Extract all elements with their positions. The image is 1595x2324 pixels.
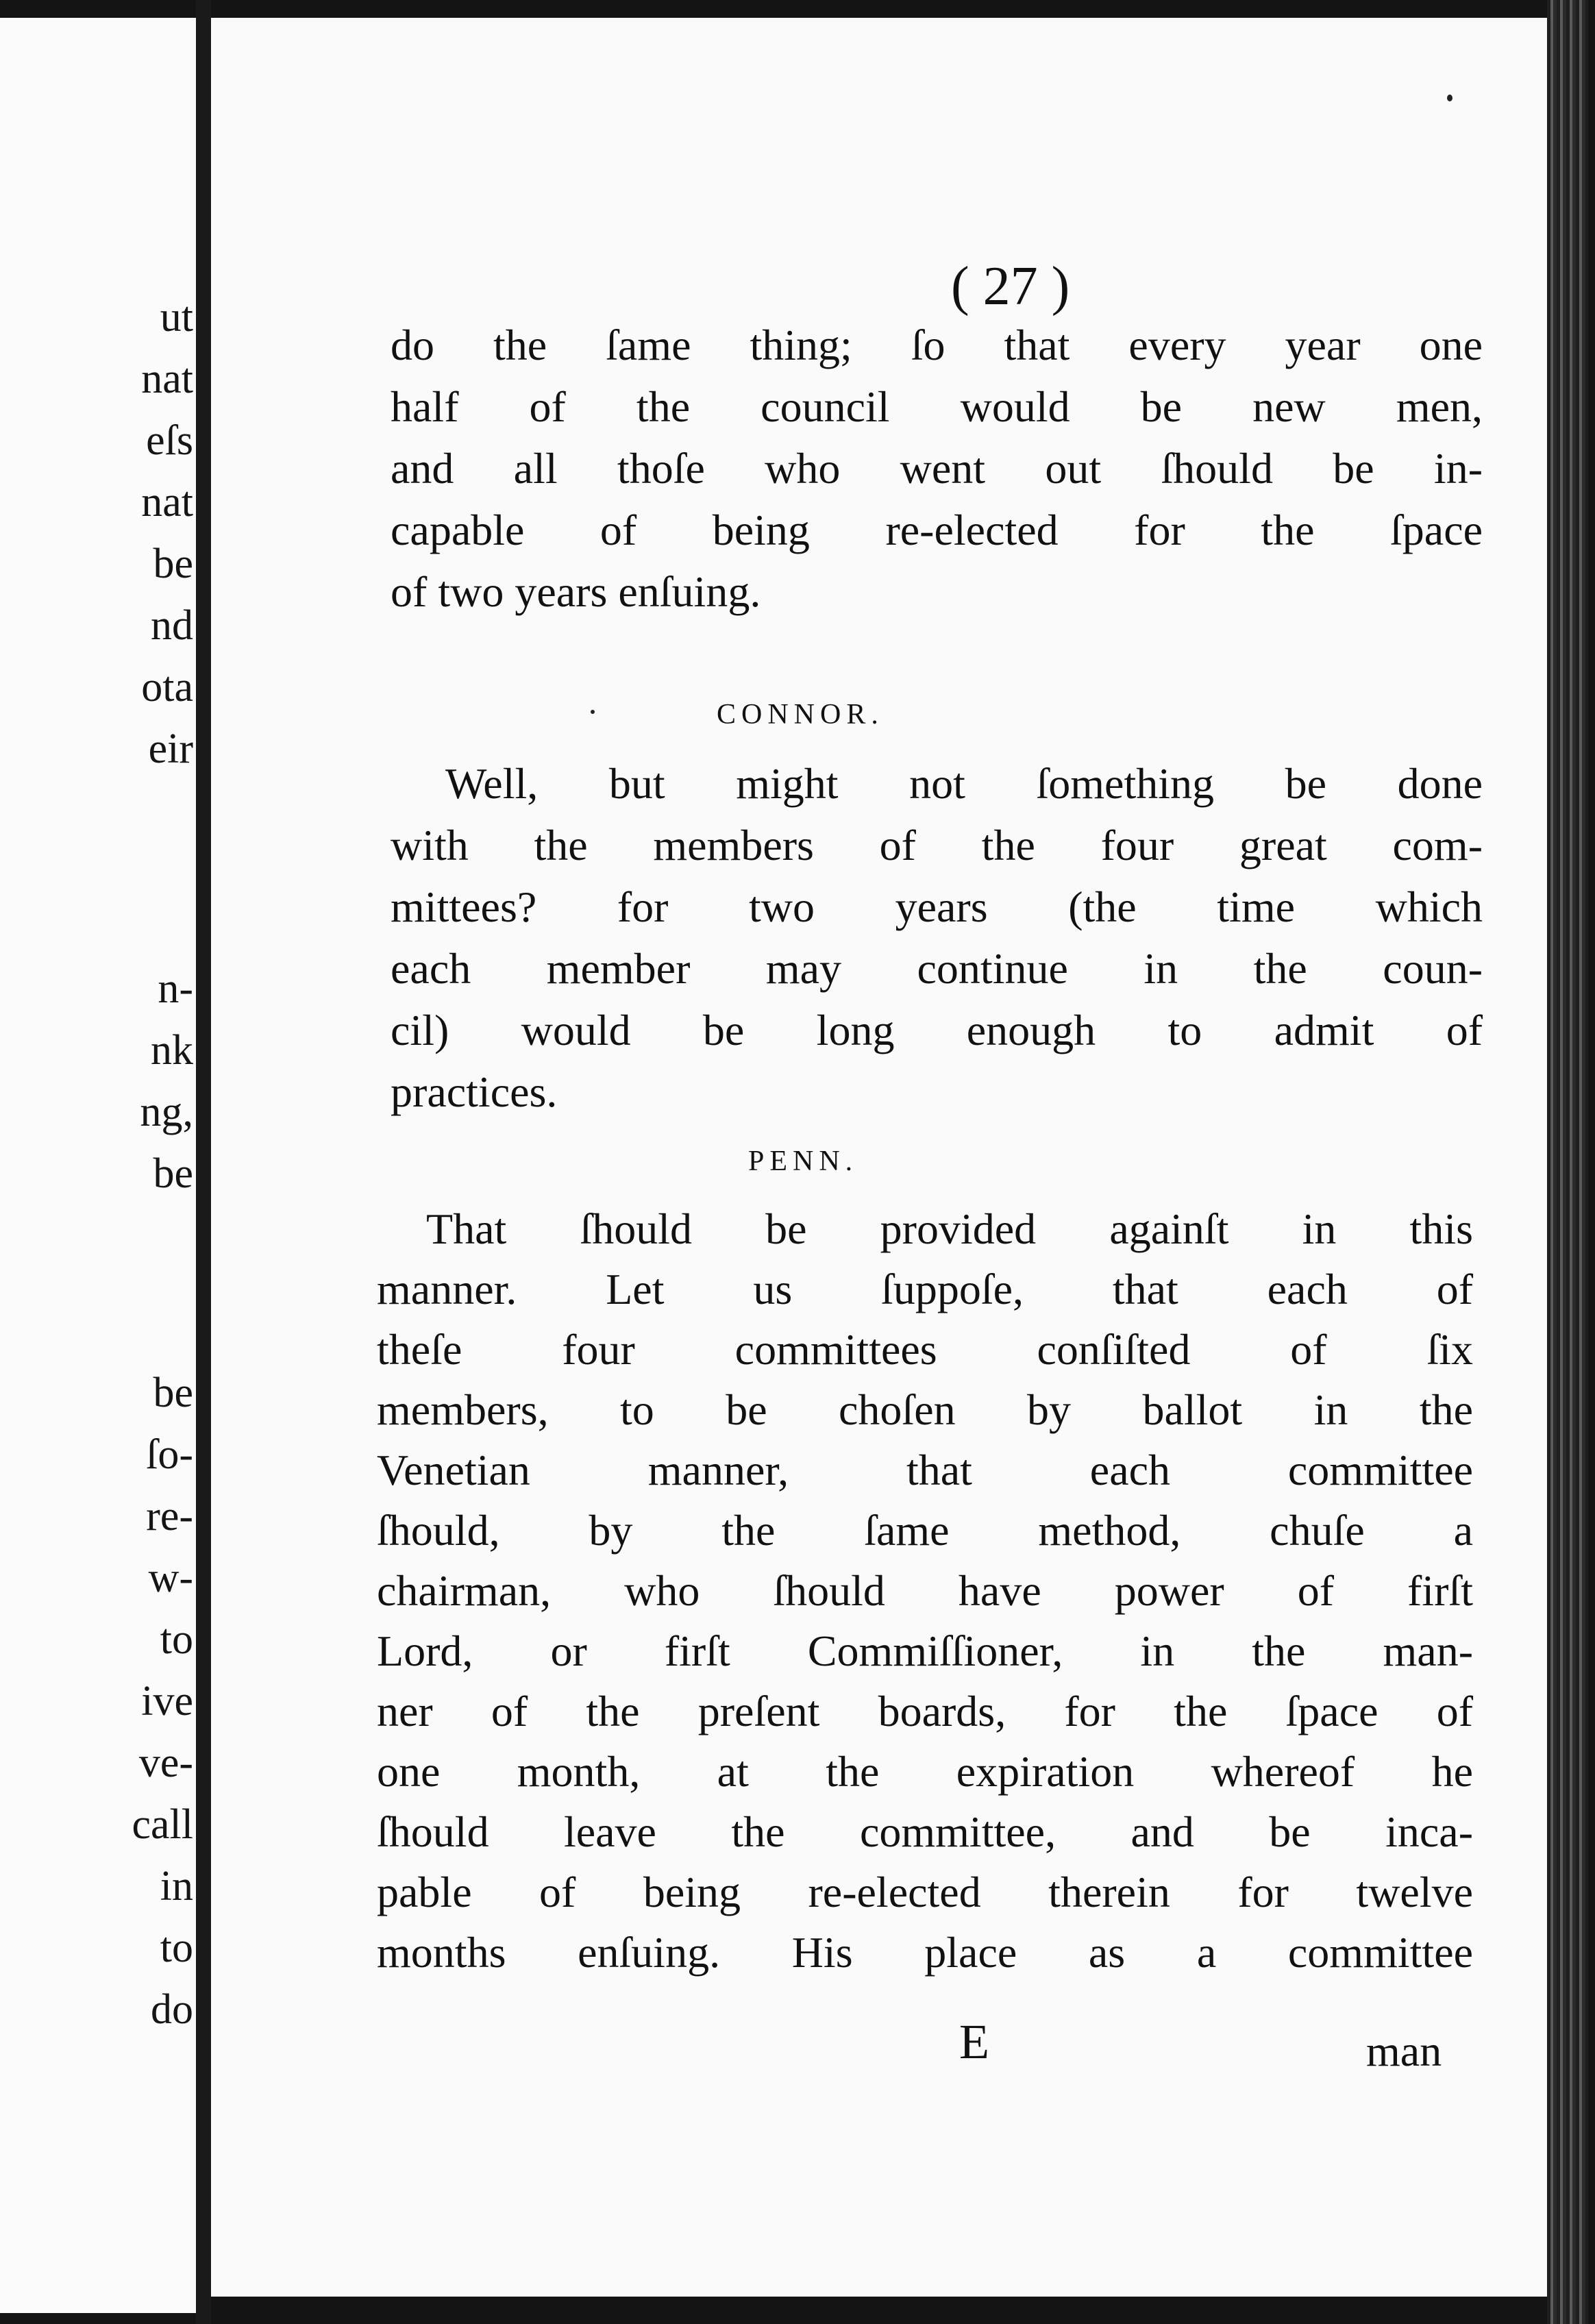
book-gutter (196, 0, 211, 2324)
signature-mark: E (959, 2014, 989, 2069)
left-page-fragment: ota (141, 664, 193, 710)
text-line: ſhould leave the committee, and be inca- (377, 1807, 1473, 1856)
left-page-fragment: ve- (138, 1740, 193, 1786)
left-page-fragment: nat (141, 356, 193, 402)
left-page-fragment: to (160, 1925, 193, 1971)
catchword: man (1366, 2027, 1442, 2075)
facing-page-left (0, 18, 196, 2313)
left-page-fragment: ng, (140, 1089, 193, 1135)
left-page-fragment: nk (151, 1027, 193, 1074)
text-line: mittees? for two years (the time which (391, 882, 1483, 931)
left-page-fragment: do (151, 1986, 193, 2033)
text-line: each member may continue in the coun- (391, 944, 1483, 993)
text-line: chairman, who ſhould have power of firſt (377, 1566, 1473, 1615)
text-line: theſe four committees conſiſted of ſix (377, 1325, 1473, 1374)
text-line: half of the council would be new men, (391, 382, 1483, 431)
text-line: ſhould, by the ſame method, chuſe a (377, 1506, 1473, 1555)
text-line: members, to be choſen by ballot in the (377, 1385, 1473, 1434)
text-line: Well, but might not ſomething be done (445, 759, 1483, 808)
text-line: and all thoſe who went out ſhould be in- (391, 444, 1483, 493)
left-page-fragment: n- (158, 965, 193, 1012)
text-line: practices. (391, 1067, 558, 1116)
text-line: of two years enſuing. (391, 567, 761, 616)
left-page-fragment: in (160, 1863, 193, 1909)
left-page-fragment: be (153, 541, 193, 587)
text-line: pable of being re-elected therein for twelve (377, 1868, 1473, 1916)
text-line: cil) would be long enough to admit of (391, 1006, 1483, 1054)
left-page-fragment: eir (148, 726, 193, 772)
text-line: capable of being re-elected for the ſpace (391, 506, 1483, 554)
page-edge-stack (1547, 0, 1588, 2324)
left-page-fragment: ut (160, 294, 193, 341)
text-line: months enſuing. His place as a committee (377, 1928, 1473, 1977)
speaker-name: CONNOR. (717, 699, 884, 730)
left-page-fragment: ive (141, 1678, 193, 1725)
text-line: Venetian manner, that each committee (377, 1446, 1473, 1494)
left-page-fragment: re- (146, 1493, 193, 1540)
left-page-fragment: ſo- (146, 1431, 193, 1478)
left-page-fragment: be (153, 1150, 193, 1197)
text-line: one month, at the expiration whereof he (377, 1747, 1473, 1796)
speaker-name: PENN. (748, 1146, 858, 1177)
text-line: with the members of the four great com- (391, 821, 1483, 869)
page (211, 18, 1554, 2297)
paper-speck (591, 710, 595, 714)
text-line: Lord, or firſt Commiſſioner, in the man- (377, 1627, 1473, 1675)
page-number: ( 27 ) (951, 256, 1070, 317)
text-line: ner of the preſent boards, for the ſpace of (377, 1687, 1473, 1735)
left-page-fragment: w- (148, 1555, 193, 1601)
text-line: manner. Let us ſuppoſe, that each of (377, 1265, 1473, 1313)
paper-speck (1447, 95, 1452, 101)
left-page-fragment: to (160, 1616, 193, 1663)
left-page-fragment: nat (141, 479, 193, 526)
left-page-fragment: call (132, 1801, 193, 1848)
text-line: That ſhould be provided againſt in this (426, 1204, 1473, 1253)
left-page-fragment: eſs (146, 417, 193, 464)
text-line: do the ſame thing; ſo that every year one (391, 321, 1483, 369)
left-page-fragment: nd (151, 602, 193, 649)
left-page-fragment: be (153, 1370, 193, 1416)
